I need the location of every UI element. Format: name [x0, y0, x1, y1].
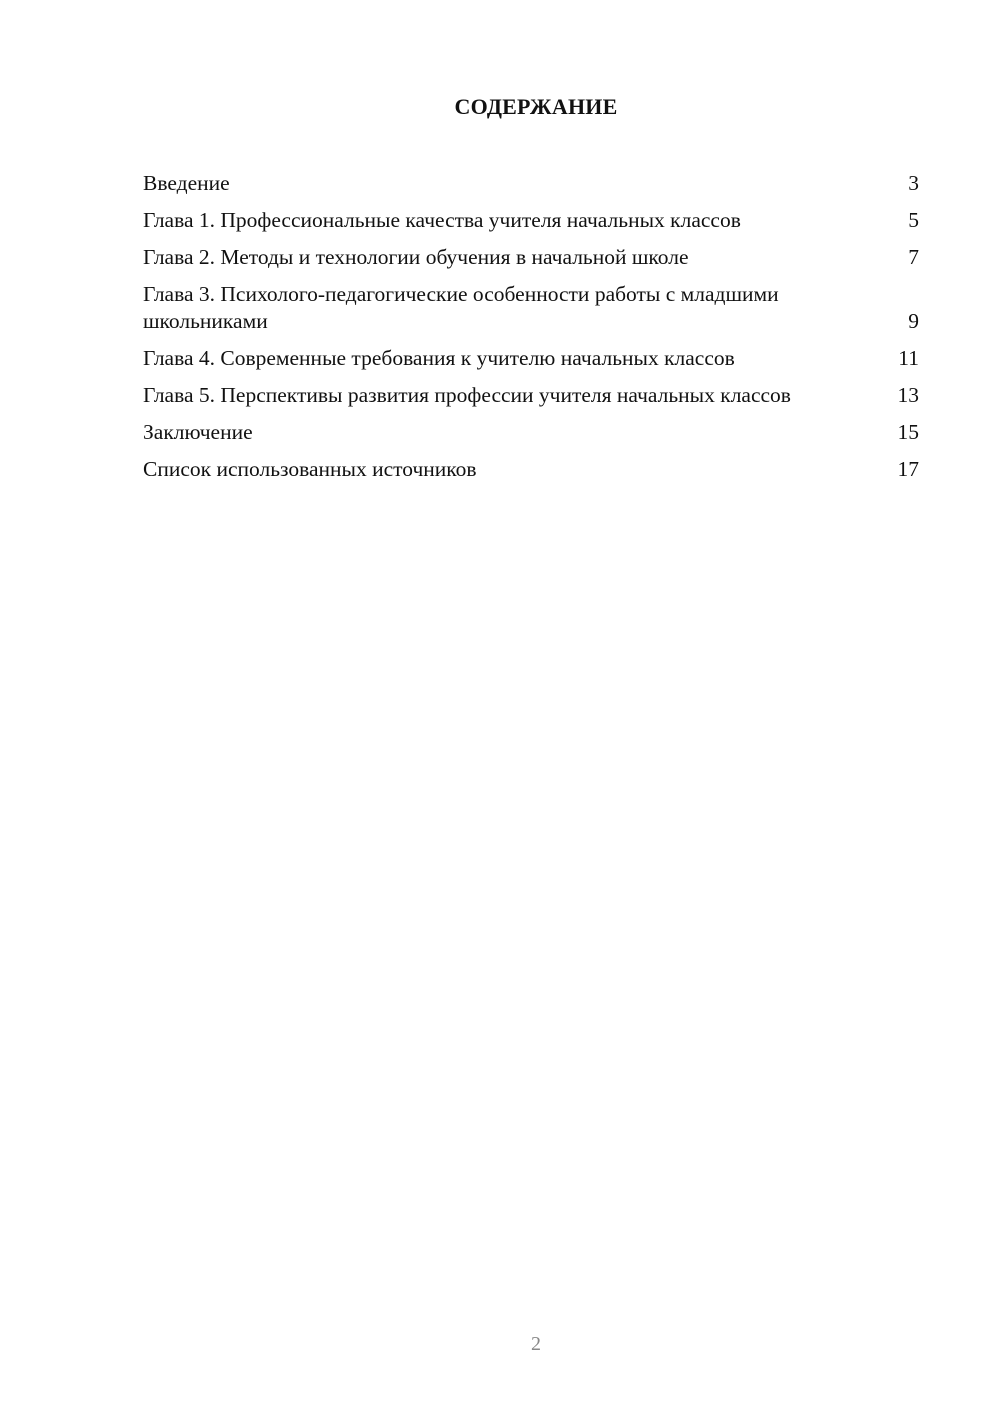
- toc-entry-page: 17: [897, 457, 919, 481]
- toc-entry-chapter-1[interactable]: [143, 207, 919, 234]
- toc-entry-introduction[interactable]: [143, 170, 919, 197]
- toc-entry-references[interactable]: [143, 456, 919, 483]
- toc-entry-page: 5: [908, 208, 919, 232]
- toc-entry-page: 7: [908, 245, 919, 269]
- toc-entry-page: 13: [897, 383, 919, 407]
- toc-entry-page: 3: [908, 171, 919, 195]
- toc-entry-title: Глава 2. Методы и технологии обучения в начальной школе: [143, 245, 689, 269]
- toc-entry-chapter-5[interactable]: [143, 382, 919, 409]
- toc-entry-chapter-2[interactable]: [143, 244, 919, 271]
- toc-entry-title: Глава 4. Современные требования к учителю начальных классов: [143, 346, 735, 370]
- toc-entry-chapter-4[interactable]: [143, 345, 919, 372]
- toc-entry-page: 9: [908, 309, 919, 333]
- table-of-contents: [143, 170, 919, 493]
- toc-entry-chapter-3[interactable]: [143, 281, 919, 335]
- toc-entry-page: 15: [897, 420, 919, 444]
- toc-entry-title: Введение: [143, 171, 230, 195]
- toc-entry-title: Заключение: [143, 420, 253, 444]
- toc-entry-title: Список использованных источников: [143, 457, 477, 481]
- toc-entry-title: Глава 3. Психолого-педагогические особенности работы с младшими школьниками: [143, 282, 779, 333]
- toc-entry-conclusion[interactable]: [143, 419, 919, 446]
- toc-entry-page: 11: [898, 346, 919, 370]
- toc-entry-title: Глава 1. Профессиональные качества учителя начальных классов: [143, 208, 741, 232]
- toc-entry-title: Глава 5. Перспективы развития профессии учителя начальных классов: [143, 383, 791, 407]
- page-title: СОДЕРЖАНИЕ: [454, 94, 618, 119]
- page-number: 2: [531, 1333, 541, 1355]
